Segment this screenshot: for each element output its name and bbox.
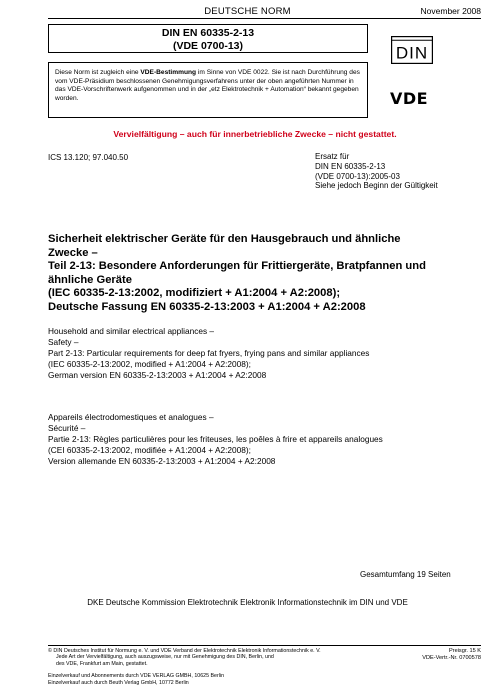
norm-label: DEUTSCHE NORM [204, 6, 291, 17]
german-title-line: Teil 2-13: Besondere Anforderungen für Frittiergeräte, Bratpfannen und [48, 260, 426, 273]
footer-divider [48, 645, 481, 646]
german-title-line: (IEC 60335-2-13:2002, modifiziert + A1:2004 + A2:2008); [48, 287, 341, 300]
note-bold-term: VDE-Bestimmung [140, 69, 197, 76]
note-text-end: im Sinne von VDE 0022. Sie ist nach Durchführung des vom VDE-Präsidium beschlossenen Genehmigungsverfahrens unter der oben angeführten Nummer in das VDE-Vorschriftenwerk aufgenommen und in der „etz Elektrotechnik + Automation“ bekannt gegeben worden. [55, 69, 360, 102]
french-title-line: Partie 2-13: Règles particulières pour les friteuses, les poêles à frire et appareils analogues [48, 433, 383, 444]
header-divider [48, 18, 481, 19]
german-title-line: Deutsche Fassung EN 60335-2-13:2003 + A1:2004 + A2:2008 [48, 300, 366, 313]
english-title-line: Household and similar electrical appliances – [48, 326, 215, 336]
price-line: VDE-Vertr.-Nr. 0700578 [422, 655, 481, 662]
replaces-line: (VDE 0700-13):2005-03 [315, 171, 400, 181]
copyright-line: Jede Art der Vervielfältigung, auch auszugsweise, nur mit Genehmigung des DIN, Berlin, und [56, 654, 274, 661]
english-title-line: German version EN 60335-2-13:2003 + A1:2004 + A2:2008 [48, 369, 267, 380]
french-title-line: Version allemande EN 60335-2-13:2003 + A1:2004 + A2:2008 [48, 455, 276, 466]
french-title [48, 412, 488, 467]
dke-text: DKE Deutsche Kommission Elektrotechnik Elektronik Informationstechnik im DIN und VDE [87, 598, 408, 607]
copy-warning [48, 129, 488, 139]
german-title [48, 233, 468, 315]
din-logo-icon [391, 36, 433, 64]
dke-line [0, 598, 495, 607]
copy-warning-text: Vervielfältigung – auch für innerbetriebliche Zwecke – nicht gestattet. [113, 129, 397, 139]
french-title-line: Appareils électrodomestiques et analogues – [48, 412, 214, 422]
copyright-line: © DIN Deutsches Institut für Normung e. V. und VDE Verband der Elektrotechnik Elektronik Informationstechnik e. V. [48, 648, 321, 654]
copyright-notice [48, 648, 378, 667]
german-title-line: ähnliche Geräte [48, 273, 132, 286]
replaces-block [315, 152, 438, 191]
english-title-line: Part 2-13: Particular requirements for deep fat fryers, frying pans and similar appliances [48, 347, 370, 358]
english-title-line: (IEC 60335-2-13:2002, modified + A1:2004 + A2:2008); [48, 358, 251, 369]
total-pages: Gesamtumfang 19 Seiten [360, 570, 451, 579]
replaces-line: Ersatz für [315, 152, 350, 161]
din-logo-text: DIN [395, 43, 429, 63]
standard-number-box [48, 24, 368, 53]
french-title-line: Sécurité – [48, 422, 86, 433]
english-title-line: Safety – [48, 336, 79, 347]
french-title-line: (CEI 60335-2-13:2002, modifiée + A1:2004 + A2:2008); [48, 444, 251, 455]
sales-line: Einzelverkauf und Abonnements durch VDE VERLAG GMBH, 10625 Berlin [48, 673, 225, 679]
english-title [48, 326, 468, 381]
publication-date: November 2008 [420, 6, 481, 16]
price-line: Preisgr. 15 K [448, 648, 481, 654]
standard-number: DIN EN 60335-2-13 [161, 27, 255, 39]
note-text-start: Diese Norm ist zugleich eine [55, 69, 141, 76]
sales-line: Einzelverkauf auch durch Beuth Verlag GmbH, 10772 Berlin [48, 679, 189, 686]
vde-note-box [48, 62, 368, 118]
replaces-line: Siehe jedoch Beginn der Gültigkeit [315, 181, 438, 191]
copyright-line: des VDE, Frankfurt am Main, gestattet. [56, 660, 148, 667]
vde-number: (VDE 0700-13) [172, 39, 244, 52]
german-title-line: Sicherheit elektrischer Geräte für den Hausgebrauch und ähnliche [48, 233, 401, 245]
german-title-line: Zwecke – [48, 246, 98, 259]
price-group [422, 648, 481, 663]
vde-logo-icon: VDE [390, 89, 429, 108]
sales-info [48, 673, 224, 687]
replaces-line: DIN EN 60335-2-13 [315, 161, 386, 171]
ics-code: ICS 13.120; 97.040.50 [48, 153, 129, 162]
